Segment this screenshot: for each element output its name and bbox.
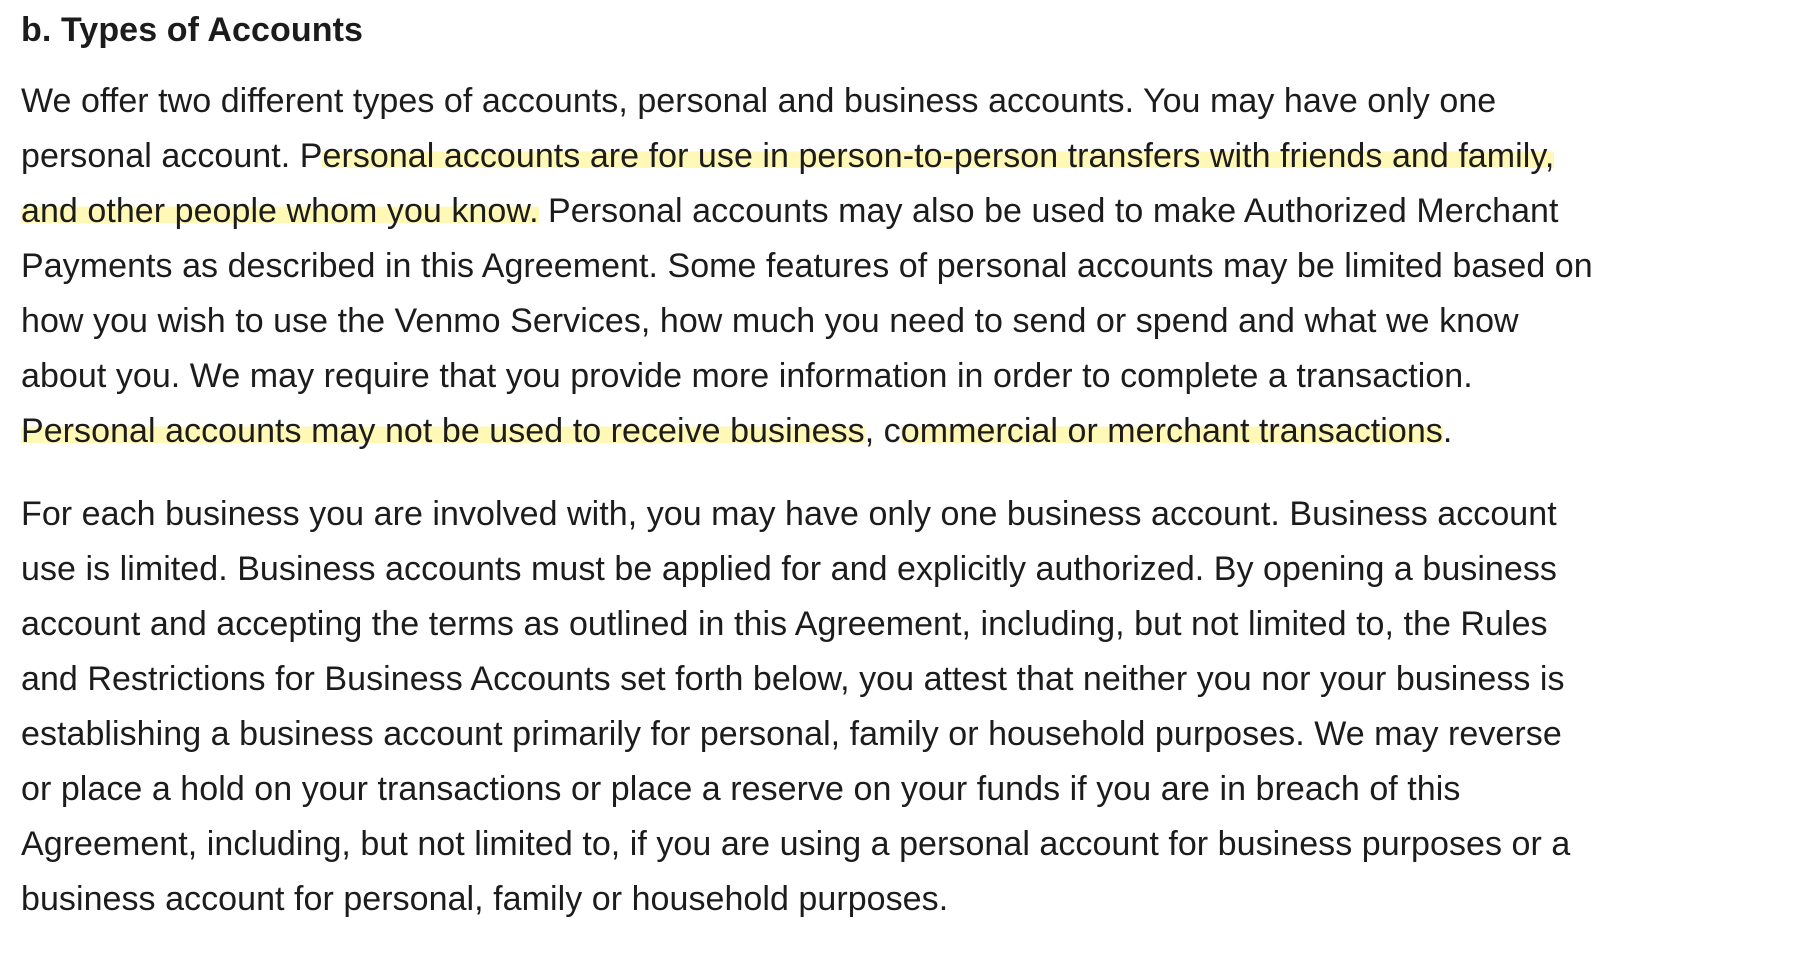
text-line: business account for personal, family or household purposes. (21, 880, 949, 918)
text-span: , c (864, 412, 901, 450)
text-line: We offer two different types of accounts, personal and business accounts. You may have only one (21, 82, 1497, 120)
section-heading: b. Types of Accounts (21, 11, 364, 49)
text-line: use is limited. Business accounts must be applied for and explicitly authorized. By opening a business (21, 550, 1557, 588)
text-line: about you. We may require that you provide more information in order to complete a transaction. (21, 357, 1473, 395)
text-line: Agreement, including, but not limited to, if you are using a personal account for business purposes or a (21, 825, 1571, 863)
text-line (21, 129, 1781, 184)
highlighted-text: Personal accounts may not be used to receive business (21, 412, 865, 450)
highlighted-text: with friends and family, (1200, 137, 1555, 175)
highlighted-text: and other people whom you know. (21, 192, 539, 230)
text-span: . (1442, 412, 1453, 450)
paragraph-business-accounts (21, 487, 1781, 927)
text-line: Payments as described in this Agreement. Some features of personal accounts may be limited based on (21, 247, 1593, 285)
text-line: or place a hold on your transactions or place a reserve on your funds if you are in breach of this (21, 770, 1461, 808)
text-line: account and accepting the terms as outlined in this Agreement, including, but not limited to, the Rules (21, 605, 1548, 643)
text-line: how you wish to use the Venmo Services, how much you need to send or spend and what we know (21, 302, 1519, 340)
document-section (21, 0, 1781, 927)
text-span: personal account. P (21, 137, 323, 175)
text-span: Personal accounts may also be used to make Authorized Merchant (538, 192, 1559, 230)
highlighted-text: ersonal accounts are for use in person-to-person transfers (322, 137, 1201, 175)
text-line: For each business you are involved with, you may have only one business account. Business account (21, 495, 1557, 533)
text-line (21, 184, 1781, 239)
text-line: and Restrictions for Business Accounts set forth below, you attest that neither you nor your business is (21, 660, 1565, 698)
text-line (21, 404, 1781, 459)
text-line: establishing a business account primarily for personal, family or household purposes. We may reverse (21, 715, 1562, 753)
highlighted-text: ommercial or merchant transactions (900, 412, 1443, 450)
paragraph-personal-accounts (21, 74, 1781, 459)
